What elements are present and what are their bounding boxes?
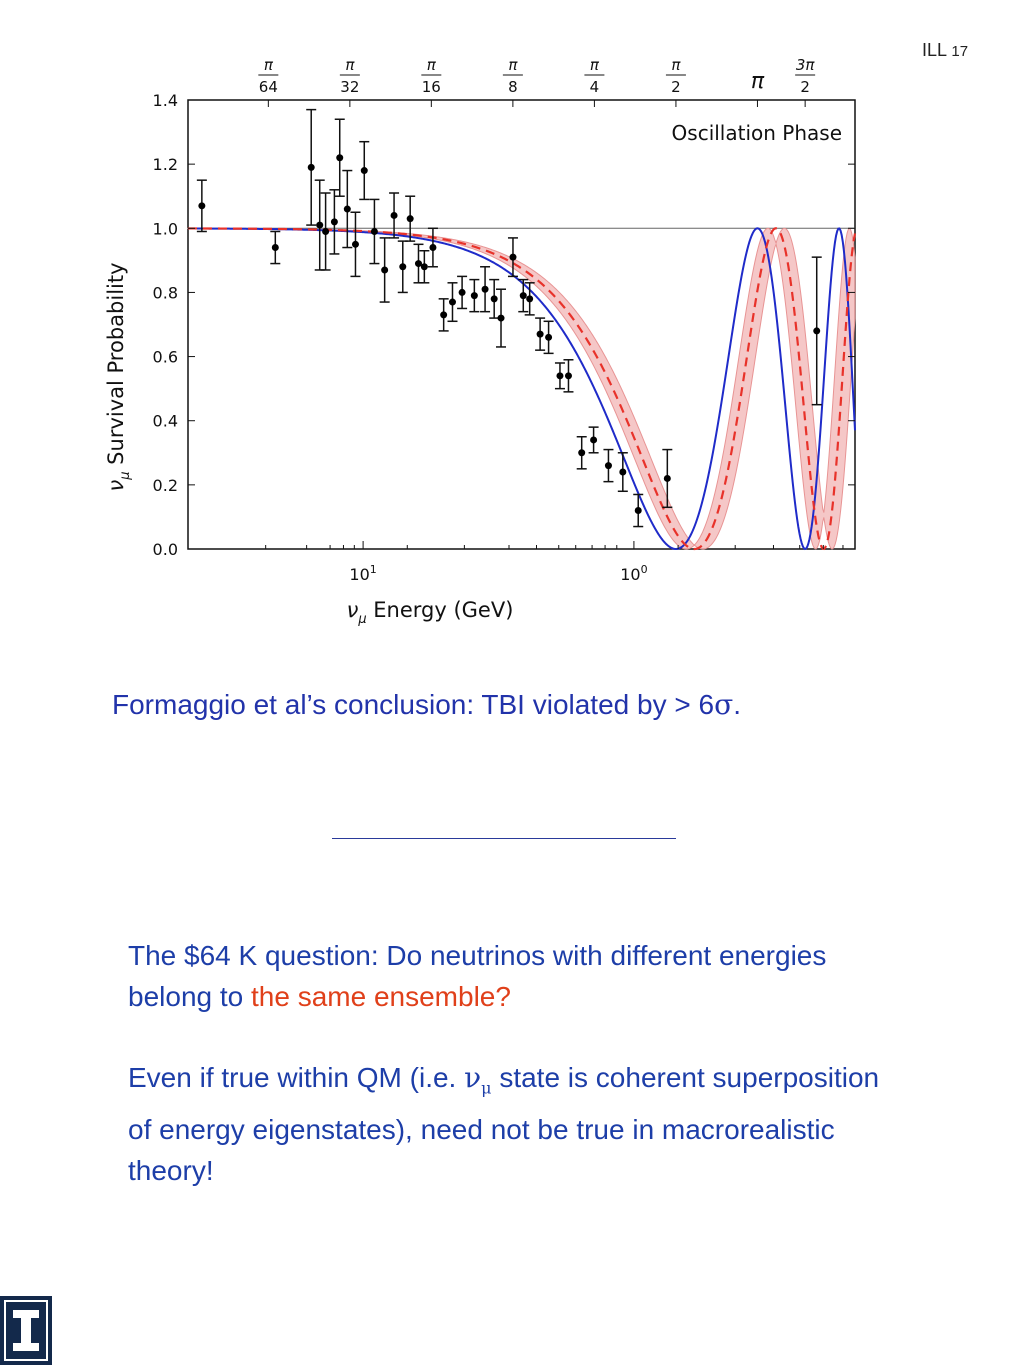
point-marker [813,327,820,334]
qm-statement [128,1057,888,1191]
data-point [369,199,379,263]
y-axis-label-text: Survival Probability [104,262,128,472]
data-point [603,450,613,482]
phase-tick-denominator: 64 [258,78,278,96]
x-axis-label-text: Energy (GeV) [366,598,514,622]
slide-page-number: 17 [951,43,969,60]
red-uncertainty-band [188,228,855,549]
point-marker [371,228,378,235]
point-marker [399,263,406,270]
oscillation-phase-label: Oscillation Phase [671,121,842,145]
y-axis-label-sub: μ [118,471,133,480]
y-tick-label: 0.4 [152,411,178,431]
data-point [544,321,554,353]
x-axis-label-sub: μ [358,612,367,627]
data-point [518,280,528,312]
data-point [197,180,207,231]
survival-probability-chart [90,50,870,640]
data-point [389,193,399,238]
phase-tick-denominator: 2 [800,78,810,96]
red-band-area [188,228,855,549]
data-point [480,267,490,312]
x-axis-label [347,598,514,627]
point-marker [331,218,338,225]
phase-tick-label: π [750,69,765,94]
point-marker [391,212,398,219]
section-divider [332,838,676,839]
data-point [428,228,438,266]
y-tick-label: 0.8 [152,283,178,303]
point-marker [440,311,447,318]
point-marker [520,292,527,299]
y-axis-label [104,262,133,491]
data-point [306,110,316,225]
data-point [489,280,499,318]
university-logo [0,1296,52,1365]
point-marker [491,295,498,302]
x-tick-label: $10^1$ [349,563,377,584]
y-tick-label: 1.4 [152,91,178,110]
point-marker [635,507,642,514]
slide-label: ILL [922,40,947,60]
data-point [555,363,565,389]
phase-tick-numerator: π [589,56,599,74]
point-marker [664,475,671,482]
y-tick-label: 0.6 [152,347,178,367]
point-marker [308,164,315,171]
phase-tick-numerator: 3π [795,56,815,74]
phase-tick-numerator: π [508,56,518,74]
point-marker [556,372,563,379]
point-marker [344,206,351,213]
phase-tick-numerator: π [426,56,436,74]
point-marker [352,241,359,248]
conclusion-main: Formaggio et al’s conclusion: TBI violated by > 6 [112,689,715,720]
point-marker [361,167,368,174]
data-point [342,171,352,248]
qm-text-end: state is coherent superposition of energy eigenstates), need not be true in macrorealistic theory! [128,1062,880,1186]
data-point [577,437,587,469]
question-highlight: the same ensemble? [251,981,511,1012]
data-point [321,193,331,270]
block-i-icon [0,1296,52,1365]
sigma-symbol: σ [714,688,734,721]
data-point [359,142,369,200]
phase-tick-denominator: 2 [671,78,681,96]
data-point [439,299,449,331]
x-tick-label: $10^0$ [620,563,648,584]
data-point [350,212,360,276]
point-marker [381,266,388,273]
conclusion-period: . [733,689,741,720]
point-marker [316,222,323,229]
point-marker [407,215,414,222]
data-point [535,318,545,350]
point-marker [449,299,456,306]
data-point [419,251,429,283]
x-axis-label-symbol: ν [346,598,359,622]
point-marker [605,462,612,469]
point-marker [578,449,585,456]
data-point [380,238,390,302]
phase-tick-denominator: 4 [589,78,600,96]
point-marker [509,254,516,261]
data-point [469,280,479,312]
phase-tick-denominator: 16 [421,78,441,96]
data-point [812,257,822,405]
data-point [447,283,457,321]
phase-tick-numerator: π [263,56,273,74]
point-marker [459,289,466,296]
point-marker [336,154,343,161]
point-marker [619,469,626,476]
slide-number [922,40,968,61]
ensemble-question [128,935,888,1017]
question-text: The $64 K question: Do neutrinos with different energies belong to [128,940,827,1012]
y-tick-label: 1.0 [152,219,178,239]
point-marker [526,295,533,302]
phase-tick-denominator: 32 [340,78,360,96]
point-marker [421,263,428,270]
data-point [563,360,573,392]
point-marker [198,202,205,209]
y-axis-label-symbol: ν [104,479,128,492]
data-point [457,276,467,308]
point-marker [545,334,552,341]
conclusion-text [112,688,741,721]
point-marker [429,244,436,251]
y-tick-label: 1.2 [152,155,178,175]
qm-text-start: Even if true within QM (i.e. [128,1062,465,1093]
point-marker [482,286,489,293]
data-point [270,231,280,263]
data-point [335,119,345,196]
nu-symbol: ν [464,1061,482,1094]
phase-tick-numerator: π [345,56,355,74]
point-marker [322,228,329,235]
phase-tick-denominator: 8 [508,78,518,96]
data-point [398,241,408,292]
point-marker [537,331,544,338]
data-point [618,453,628,491]
point-marker [498,315,505,322]
mu-subscript: μ [481,1078,492,1098]
point-marker [565,372,572,379]
y-tick-label: 0.2 [152,475,178,495]
point-marker [272,244,279,251]
data-point [329,190,339,254]
point-marker [590,436,597,443]
data-point [589,427,599,453]
point-marker [471,292,478,299]
y-tick-label: 0.0 [152,540,178,559]
phase-tick-numerator: π [671,56,681,74]
